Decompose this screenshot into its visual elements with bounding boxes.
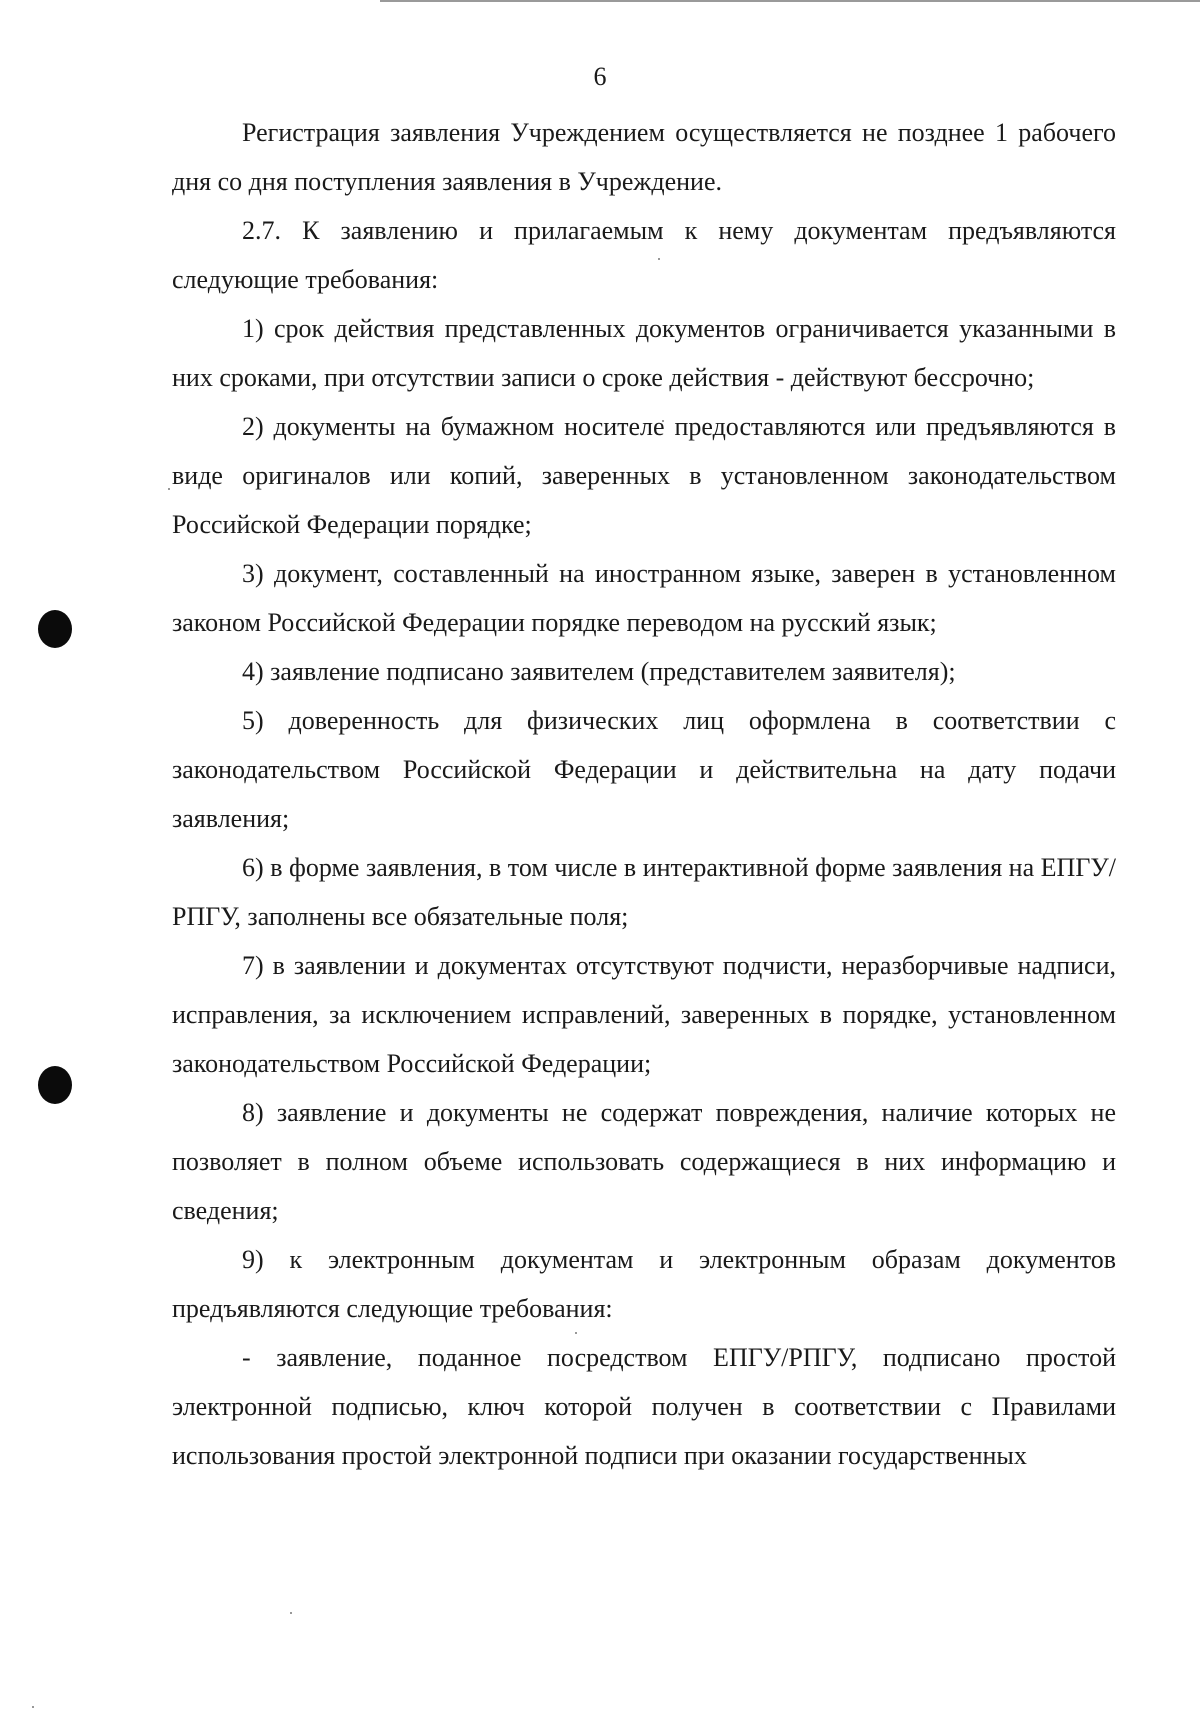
paragraph-registration: Регистрация заявления Учреждением осуществляется не позднее 1 рабочего дня со дня поступления заявления в Учреждение. (172, 118, 1116, 196)
page-number: 6 (593, 62, 607, 91)
document-body (172, 108, 1116, 1480)
requirement-3: 3) документ, составленный на иностранном языке, заверен в установленном законом Российской Федерации порядке переводом на русский язык; (172, 559, 1116, 637)
punch-hole-upper (38, 610, 72, 648)
requirement-2: 2) документы на бумажном носителе предоставляются или предъявляются в виде оригиналов или копий, заверенных в установленном законодательством Российской Федерации порядке; (172, 412, 1116, 539)
paragraph-2-7: 2.7. К заявлению и прилагаемым к нему документам предъявляются следующие требования: (172, 216, 1116, 294)
requirement-5: 5) доверенность для физических лиц оформлена в соответствии с законодательством Российской Федерации и действительна на дату подачи заявления; (172, 706, 1116, 833)
scan-speck (168, 488, 170, 490)
requirement-4: 4) заявление подписано заявителем (представителем заявителя); (242, 657, 956, 686)
punch-hole-lower (38, 1066, 72, 1104)
requirement-6: 6) в форме заявления, в том числе в интерактивной форме заявления на ЕПГУ/РПГУ, заполнены все обязательные поля; (172, 853, 1116, 931)
scan-edge (380, 0, 1200, 2)
scan-speck (32, 1706, 34, 1708)
requirement-9-item-signature: - заявление, поданное посредством ЕПГУ/РПГУ, подписано простой электронной подписью, ключ которой получен в соответствии с Правилами использования простой электронной подписи при оказании государственных (172, 1343, 1116, 1470)
requirement-9: 9) к электронным документам и электронным образам документов предъявляются следующие требования: (172, 1245, 1116, 1323)
scan-speck (290, 1612, 292, 1614)
requirement-8: 8) заявление и документы не содержат повреждения, наличие которых не позволяет в полном объеме использовать содержащиеся в них информацию и сведения; (172, 1098, 1116, 1225)
requirement-7: 7) в заявлении и документах отсутствуют подчисти, неразборчивые надписи, исправления, за исключением исправлений, заверенных в порядке, установленном законодательством Российской Федерации; (172, 951, 1116, 1078)
requirement-1: 1) срок действия представленных документов ограничивается указанными в них сроками, при отсутствии записи о сроке действия - действуют бессрочно; (172, 314, 1116, 392)
